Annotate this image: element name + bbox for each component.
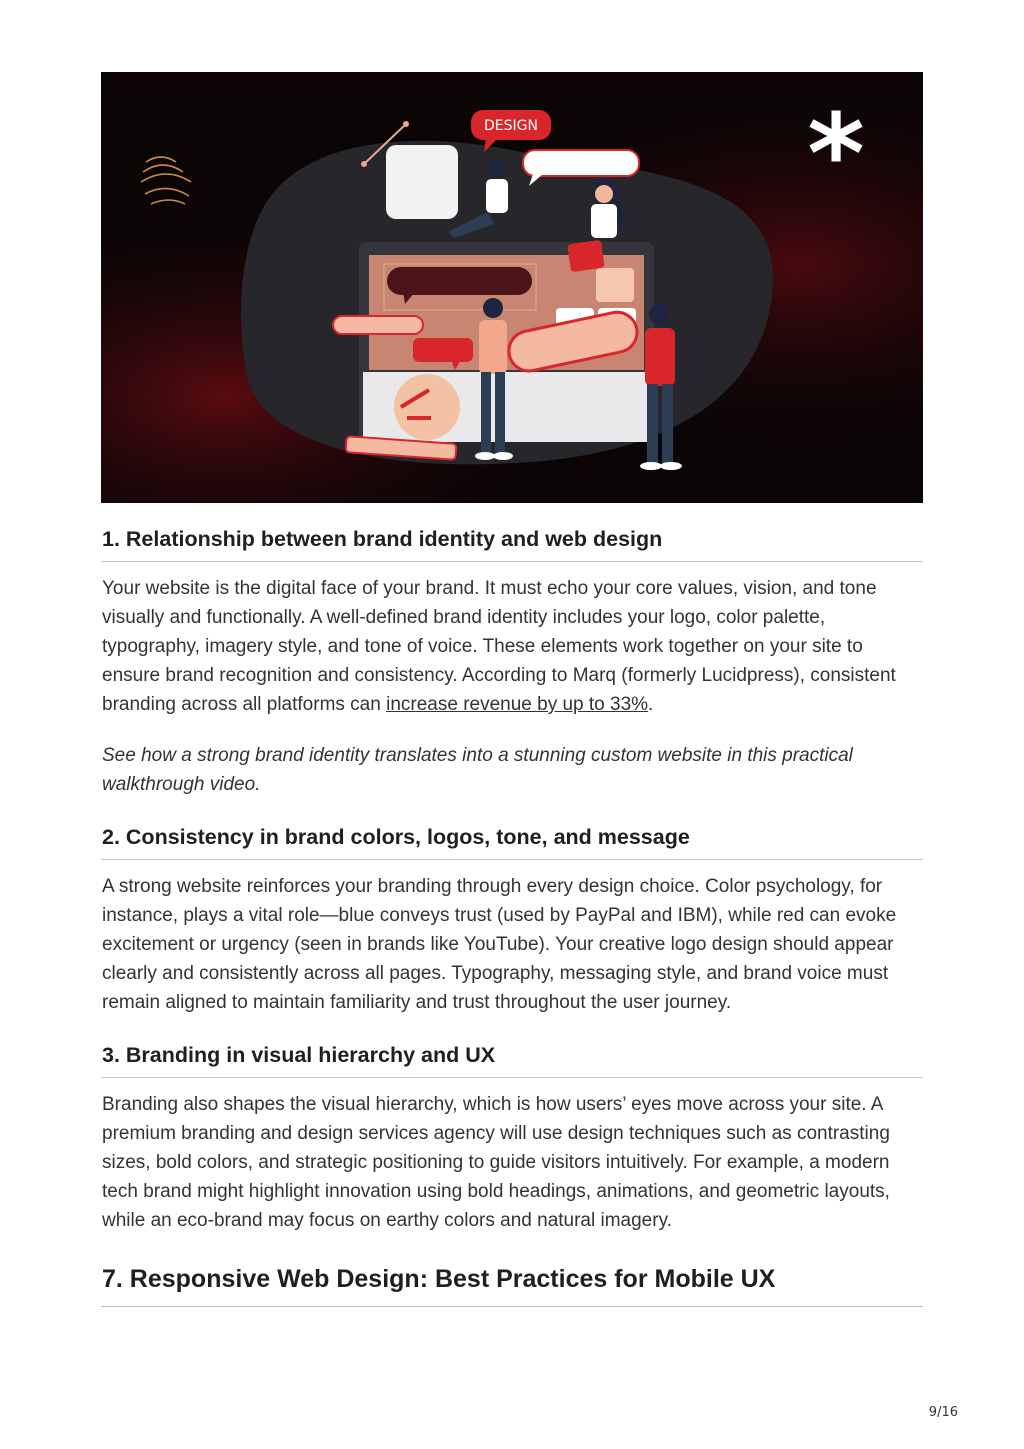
revenue-stat-link[interactable]: increase revenue by up to 33%	[386, 694, 649, 715]
design-tag-text: DESIGN	[484, 118, 538, 134]
section-consistency	[101, 823, 923, 1017]
section-heading: 2. Consistency in brand colors, logos, tone, and message	[101, 823, 923, 860]
article-content	[101, 525, 923, 1307]
video-note: See how a strong brand identity translates into a stunning custom website in this practical walkthrough video.	[102, 745, 853, 795]
section-brand-identity	[101, 525, 923, 799]
major-heading: 7. Responsive Web Design: Best Practices for Mobile UX	[101, 1262, 923, 1307]
section-heading: 1. Relationship between brand identity and web design	[101, 525, 923, 562]
section-paragraph: A strong website reinforces your branding through every design choice. Color psychology, for instance, plays a vital role—blue conveys trust (used by PayPal and IBM), while red can evoke excitement or urgency (seen in brands like YouTube). Your creative logo design should appear clearly and consistently across all pages. Typography, messaging style, and brand voice must remain aligned to maintain familiarity and trust throughout the user journey.	[102, 876, 897, 1013]
paragraph-text: Your website is the digital face of your brand. It must echo your core values, vision, and tone visually and functionally. A well-defined brand identity includes your logo, color palette, typography, imagery style, and tone of voice. These elements work together on your site to ensure brand recognition and consistency. According to Marq (formerly Lucidpress), consistent branding across all platforms can	[102, 578, 896, 715]
section-visual-hierarchy	[101, 1041, 923, 1235]
paragraph-end: .	[648, 694, 654, 715]
page-number: 9/16	[928, 1405, 958, 1420]
section-heading: 3. Branding in visual hierarchy and UX	[101, 1041, 923, 1078]
section-responsive-design	[101, 1262, 923, 1307]
section-paragraph: Branding also shapes the visual hierarchy, which is how users’ eyes move across your site. A premium branding and design services agency will use design techniques such as contrasting sizes, bold colors, and strategic positioning to guide visitors intuitively. For example, a modern tech brand might highlight innovation using bold headings, animations, and geometric layouts, while an eco-brand may focus on earthy colors and natural imagery.	[102, 1094, 890, 1231]
section-paragraph	[102, 574, 923, 719]
hero-illustration	[101, 72, 923, 503]
asterisk-icon: *	[807, 90, 865, 218]
